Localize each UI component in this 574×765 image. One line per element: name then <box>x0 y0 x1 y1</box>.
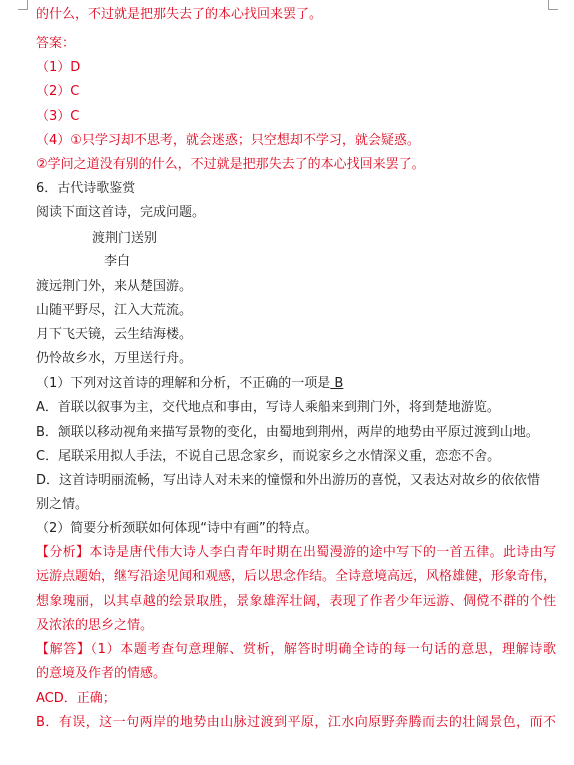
question-1-answer-blank: B <box>330 376 344 391</box>
solution-text: ACD．正确； <box>36 691 116 706</box>
poem-author: 李白 <box>104 254 131 269</box>
question-1-text: （1）下列对这首诗的理解和分析，不正确的一项是 <box>36 376 331 391</box>
solution-text: B．有误，这一句两岸的地势由山脉过渡到平原，江水向原野奔腾而去的壮阔景色，而不 <box>36 715 556 730</box>
answer-item: （2）C <box>36 84 80 99</box>
analysis-text: 想象瑰丽，以其卓越的绘景取胜，景象雄浑壮阔，表现了作者少年远游、倜傥不群的个性 <box>36 594 556 609</box>
poem-line: 仍怜故乡水，万里送行舟。 <box>36 351 193 366</box>
poem-line: 山随平野尽，江入大荒流。 <box>36 303 193 318</box>
instruction-text: 阅读下面这首诗，完成问题。 <box>36 205 206 220</box>
poem-line: 月下飞天镜，云生结海楼。 <box>36 327 193 342</box>
analysis-text: 及浓浓的思乡之情。 <box>36 618 154 633</box>
solution-text: 【解答】（1）本题考查句意理解、赏析，解答时明确全诗的每一句话的意思，理解诗歌 <box>36 642 556 657</box>
question-2: （2）简要分析颈联如何体现“诗中有画”的特点。 <box>36 521 318 536</box>
crop-mark-top-left <box>18 0 28 10</box>
option-c: C．尾联采用拟人手法，不说自己思念家乡，而说家乡之水情深义重，恋恋不舍。 <box>36 449 501 464</box>
answer-item: （1）D <box>36 60 81 75</box>
answer-item: ②学问之道没有别的什么，不过就是把那失去了的本心找回来罢了。 <box>36 157 425 172</box>
question-1 <box>36 374 343 394</box>
option-a: A．首联以叙事为主，交代地点和事由，写诗人乘船来到荆门外，将到楚地游览。 <box>36 400 500 415</box>
answer-item: （3）C <box>36 109 80 124</box>
analysis-text: 远游点题始，继写沿途见闻和观感，后以思念作结。全诗意境高远，风格雄健，形象奇伟， <box>36 569 557 584</box>
text-line: 的什么，不过就是把那失去了的本心找回来罢了。 <box>36 7 323 22</box>
poem-title: 渡荆门送别 <box>92 231 158 246</box>
answer-item: （4）①只学习却不思考，就会迷惑；只空想却不学习，就会疑惑。 <box>36 133 420 148</box>
option-d: D．这首诗明丽流畅，写出诗人对未来的憧憬和外出游历的喜悦，又表达对故乡的依依惜 <box>36 473 541 488</box>
crop-mark-top-right <box>548 0 558 10</box>
answer-heading: 答案： <box>36 36 76 51</box>
option-d-continued: 别之情。 <box>36 497 89 512</box>
option-b: B．颔联以移动视角来描写景物的变化，由蜀地到荆州，两岸的地势由平原过渡到山地。 <box>36 425 539 440</box>
solution-text: 的意境及作者的情感。 <box>36 666 167 681</box>
question-title: 6．古代诗歌鉴赏 <box>36 181 136 196</box>
poem-line: 渡远荆门外，来从楚国游。 <box>36 279 193 294</box>
analysis-text: 【分析】本诗是唐代伟大诗人李白青年时期在出蜀漫游的途中写下的一首五律。此诗由写 <box>36 545 556 560</box>
